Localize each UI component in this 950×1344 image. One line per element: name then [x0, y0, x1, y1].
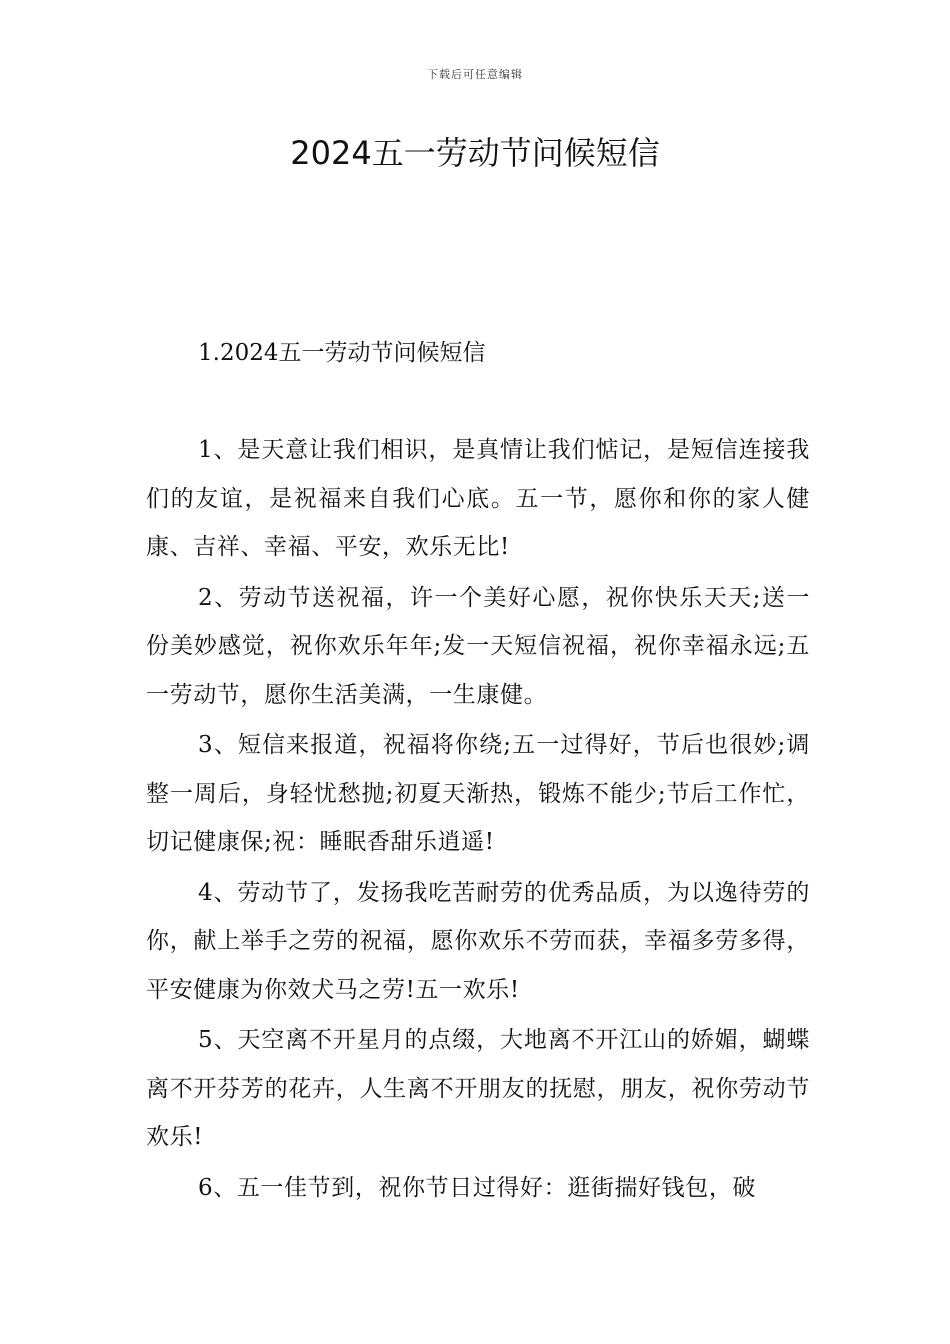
header-note: 下载后可任意编辑 [427, 68, 523, 81]
paragraph-5: 5、天空离不开星月的点缀，大地离不开江山的娇媚，蝴蝶离不开芬芳的花卉，人生离不开朋友的抚慰，朋友，祝你劳动节欢乐! [146, 1027, 810, 1150]
paragraph-4: 4、劳动节了，发扬我吃苦耐劳的优秀品质，为以逸待劳的你，献上举手之劳的祝福，愿你欢乐不劳而获，幸福多劳多得，平安健康为你效犬马之劳!五一欢乐! [146, 879, 810, 1003]
paragraph-2: 2、劳动节送祝福，许一个美好心愿，祝你快乐天天;送一份美妙感觉，祝你欢乐年年;发一天短信祝福，祝你幸福永远;五一劳动节，愿你生活美满，一生康健。 [146, 584, 810, 708]
paragraph-3: 3、短信来报道，祝福将你绕;五一过得好，节后也很妙;调整一周后，身轻忧愁抛;初夏天渐热，锻炼不能少;节后工作忙，切记健康保;祝：睡眠香甜乐逍遥! [146, 732, 810, 855]
paragraph-1: 1、是天意让我们相识，是真情让我们惦记，是短信连接我们的友谊，是祝福来自我们心底。五一节，愿你和你的家人健康、吉祥、幸福、平安，欢乐无比! [146, 437, 810, 560]
document-title: 2024五一劳动节问候短信 [290, 134, 660, 172]
paragraph-6: 6、五一佳节到，祝你节日过得好：逛街揣好钱包，破 [198, 1174, 757, 1201]
section-heading: 1.2024五一劳动节问候短信 [198, 340, 486, 366]
document-body [146, 426, 810, 1214]
